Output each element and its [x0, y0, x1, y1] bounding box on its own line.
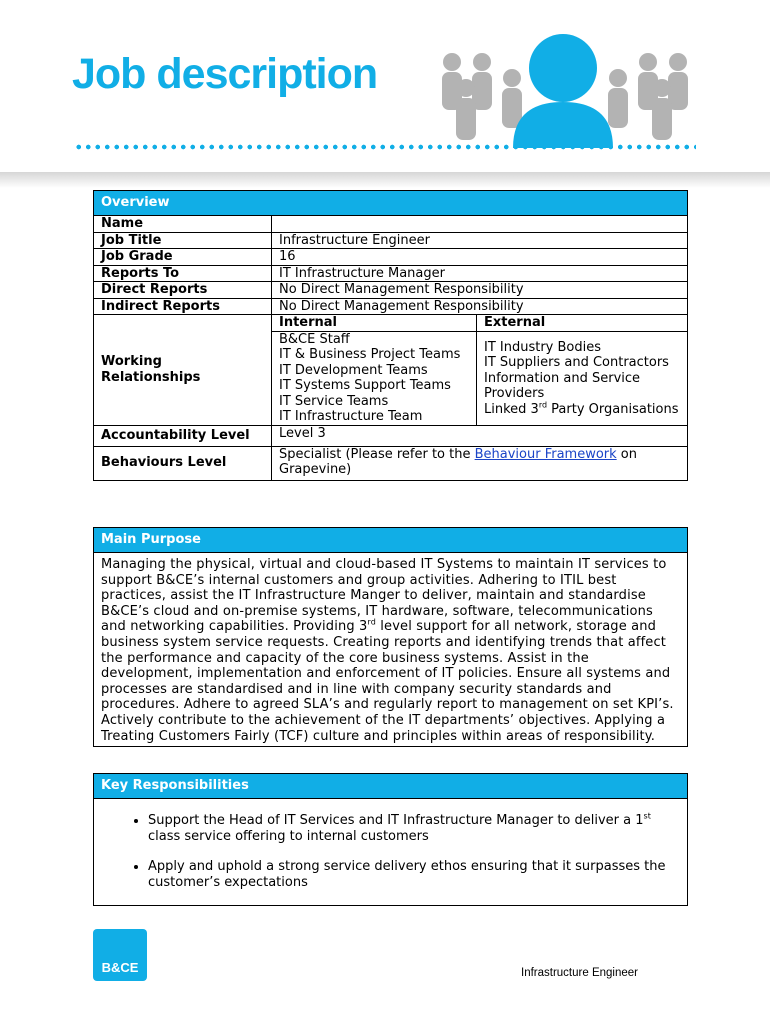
list-item: Information and Service Providers — [484, 370, 641, 401]
key-responsibilities-heading: Key Responsibilities — [94, 774, 687, 799]
list-item: B&CE Staff — [279, 331, 350, 347]
main-purpose-section — [93, 527, 688, 747]
table-row — [94, 446, 687, 480]
working-relationships-label — [94, 315, 272, 426]
table-row — [94, 216, 687, 232]
job-title-value: Infrastructure Engineer — [272, 232, 688, 249]
job-title-label: Job Title — [94, 232, 272, 249]
table-row — [94, 298, 687, 315]
main-purpose-text: Managing the physical, virtual and cloud-based IT Systems to maintain IT services to support B&CE’s internal customers and group activities. Adhering to ITIL best practices, assist the IT Infrastructure Manger to deliver, maintain and standardise B&CE’s cloud and on-premise systems, IT hardware, software, telecommunications and networking capabilities. Providing 3rd level support for all network, storage and business system service requests. Creating reports and identifying trends that affect the performance and capacity of the core business systems. Assist in the development, implementation and enforcement of IT policies. Ensure all systems and processes are standardised and in line with company security standards and procedures. Adhere to agreed SLA’s and regularly report to management on set KPI’s. Actively contribute to the achievement of the IT departments’ objectives. Applying a Treating Customers Fairly (TCF) culture and principles within areas of responsibility. — [101, 557, 674, 744]
behaviours-value: Specialist (Please refer to the Behaviour Framework on Grapevine) — [272, 446, 688, 480]
working-relationships-cell — [272, 315, 688, 426]
indirect-reports-label: Indirect Reports — [94, 298, 272, 315]
reports-to-value: IT Infrastructure Manager — [272, 265, 688, 282]
list-item: IT Systems Support Teams — [279, 378, 451, 393]
table-row — [94, 315, 687, 426]
list-item: IT Infrastructure Team — [279, 409, 423, 424]
reports-to-label: Reports To — [94, 265, 272, 282]
list-item: IT Service Teams — [279, 393, 389, 409]
direct-reports-value: No Direct Management Responsibility — [272, 282, 688, 299]
table-row — [94, 232, 687, 249]
main-purpose-heading: Main Purpose — [94, 528, 687, 553]
list-item: IT Development Teams — [279, 362, 428, 378]
external-list — [477, 331, 688, 425]
page-title: Job description — [72, 50, 378, 98]
job-grade-label: Job Grade — [94, 249, 272, 266]
direct-reports-label: Direct Reports — [94, 282, 272, 299]
footer-doc-title: Infrastructure Engineer — [521, 967, 638, 979]
name-value — [272, 216, 688, 232]
dotted-divider — [74, 144, 696, 150]
table-row — [94, 282, 687, 299]
key-responsibilities-section — [93, 773, 688, 906]
list-item: IT & Business Project Teams — [279, 347, 461, 362]
external-header: External — [477, 315, 688, 331]
overview-section — [93, 190, 688, 481]
list-item: IT Industry Bodies — [484, 339, 602, 355]
list-item: • Apply and uphold a strong service delivery ethos ensuring that it surpasses the customer’s expectations — [148, 859, 687, 890]
people-group-icon — [430, 30, 700, 150]
overview-table — [94, 216, 687, 480]
internal-header: Internal — [272, 315, 477, 331]
list-item: • Support the Head of IT Services and IT Infrastructure Manager to deliver a 1st class service offering to internal customers — [148, 813, 687, 844]
table-row — [94, 249, 687, 266]
working-label-line2: Relationships — [101, 369, 201, 385]
job-grade-value: 16 — [272, 249, 688, 266]
list-item: IT Suppliers and Contractors — [484, 355, 669, 370]
bce-logo: B&CE — [93, 929, 147, 981]
name-label: Name — [94, 216, 272, 232]
list-item: Linked 3rd Party Organisations — [484, 400, 679, 417]
table-row — [94, 425, 687, 446]
relationships-table — [272, 315, 687, 425]
behaviour-framework-link[interactable]: Behaviour Framework — [474, 446, 617, 462]
table-row — [94, 265, 687, 282]
overview-heading: Overview — [94, 191, 687, 216]
responsibilities-list — [94, 813, 687, 890]
behaviours-label: Behaviours Level — [94, 446, 272, 480]
header-band — [0, 172, 770, 188]
accountability-value: Level 3 — [272, 425, 688, 446]
working-label-line1: Working — [101, 354, 162, 370]
internal-list — [272, 331, 477, 425]
indirect-reports-value: No Direct Management Responsibility — [272, 298, 688, 315]
accountability-label: Accountability Level — [94, 425, 272, 446]
